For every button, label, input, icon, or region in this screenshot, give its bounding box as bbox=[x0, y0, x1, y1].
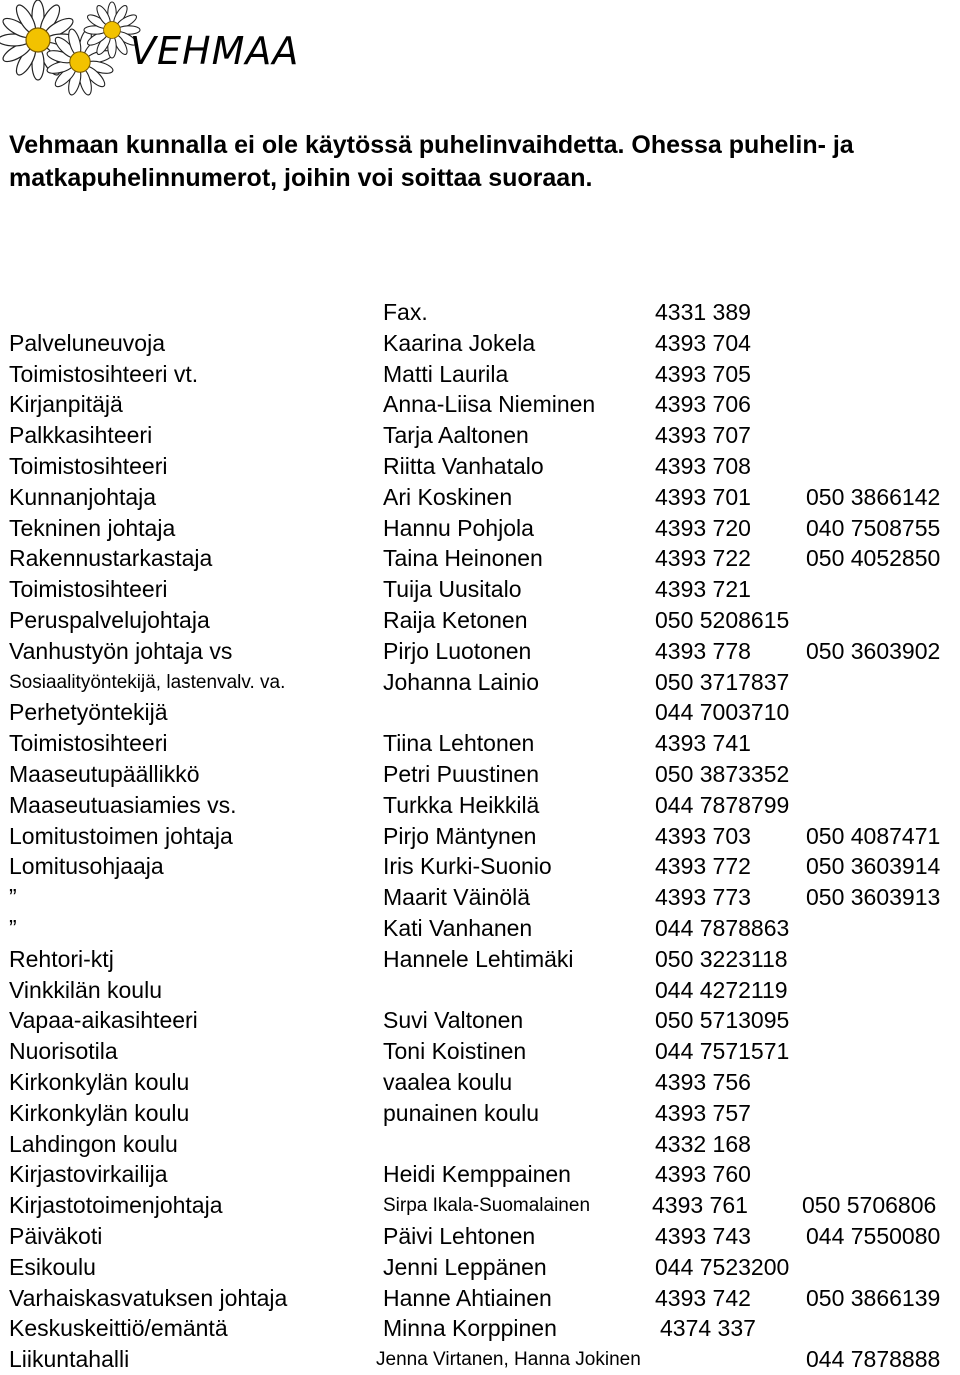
intro-line: Vehmaan kunnalla ei ole käytössä puhelinvaihdetta. Ohessa puhelin- ja bbox=[9, 131, 854, 159]
row-name: Ari Koskinen bbox=[383, 483, 513, 510]
row-name: Anna-Liisa Nieminen bbox=[383, 391, 596, 418]
row-name: Petri Puustinen bbox=[383, 761, 539, 787]
row-title: Keskuskeittiö/emäntä bbox=[9, 1315, 228, 1342]
row-name: Heidi Kemppainen bbox=[383, 1161, 571, 1188]
row-title: Kirkonkylän koulu bbox=[9, 1069, 190, 1095]
row-phone: 050 3223118 bbox=[655, 945, 788, 972]
row-name: Pirjo Mäntynen bbox=[383, 822, 537, 849]
row-name: Jenna Virtanen, Hanna Jokinen bbox=[376, 1349, 641, 1371]
directory-row bbox=[0, 297, 960, 328]
directory-row bbox=[0, 1313, 960, 1344]
row-title: Lahdingon koulu bbox=[9, 1130, 178, 1157]
row-title: ” bbox=[9, 884, 17, 911]
row-phone: 044 7003710 bbox=[655, 699, 790, 726]
directory-row bbox=[0, 389, 960, 420]
row-title: Esikoulu bbox=[9, 1253, 96, 1280]
row-title: Liikuntahalli bbox=[9, 1346, 130, 1373]
directory-row bbox=[0, 821, 960, 852]
directory-row bbox=[0, 1067, 960, 1098]
row-title: Kirkonkylän koulu bbox=[9, 1099, 190, 1126]
row-mobile: 044 7878888 bbox=[806, 1346, 941, 1373]
row-name: Taina Heinonen bbox=[383, 545, 543, 572]
row-phone: 4393 743 bbox=[655, 1223, 751, 1249]
row-phone: 050 3873352 bbox=[655, 761, 790, 787]
row-mobile: 050 3866139 bbox=[806, 1284, 941, 1311]
row-phone: 4332 168 bbox=[655, 1130, 751, 1157]
row-name: Turkka Heikkilä bbox=[383, 791, 540, 818]
row-title: Nuorisotila bbox=[9, 1038, 118, 1065]
row-name: Kaarina Jokela bbox=[383, 329, 536, 356]
row-title: Toimistosihteeri bbox=[9, 730, 168, 757]
row-phone: 4393 708 bbox=[655, 453, 751, 479]
row-title: Vapaa-aikasihteeri bbox=[9, 1007, 198, 1034]
directory-row bbox=[0, 851, 960, 882]
row-name: Päivi Lehtonen bbox=[383, 1223, 536, 1249]
row-phone: 4374 337 bbox=[660, 1315, 756, 1342]
row-mobile: 050 3603914 bbox=[806, 853, 941, 880]
row-name: Tarja Aaltonen bbox=[383, 422, 529, 449]
directory-row bbox=[0, 574, 960, 605]
row-name: Jenni Leppänen bbox=[383, 1253, 547, 1280]
directory-row bbox=[0, 790, 960, 821]
row-name: Hannu Pohjola bbox=[383, 514, 534, 541]
row-title: Perhetyöntekijä bbox=[9, 699, 168, 726]
row-phone: 4393 742 bbox=[655, 1284, 751, 1311]
row-name: Raija Ketonen bbox=[383, 607, 528, 633]
row-phone: 4393 704 bbox=[655, 329, 751, 356]
row-title: Palveluneuvoja bbox=[9, 329, 166, 356]
row-name: Toni Koistinen bbox=[383, 1038, 527, 1065]
directory-row bbox=[0, 1005, 960, 1036]
directory-row bbox=[0, 420, 960, 451]
directory-row bbox=[0, 1036, 960, 1067]
row-title: Lomitusohjaaja bbox=[9, 853, 164, 880]
directory-row bbox=[0, 944, 960, 975]
directory-row bbox=[0, 1129, 960, 1160]
directory-row bbox=[0, 482, 960, 513]
row-phone: 4393 741 bbox=[655, 730, 751, 757]
row-mobile: 050 4052850 bbox=[806, 545, 941, 572]
row-mobile: 050 3603902 bbox=[806, 637, 941, 664]
directory-row bbox=[0, 667, 960, 698]
row-phone: 4331 389 bbox=[655, 299, 751, 325]
row-mobile: 040 7508755 bbox=[806, 514, 941, 541]
row-phone: 4393 772 bbox=[655, 853, 751, 880]
row-name: punainen koulu bbox=[383, 1099, 540, 1126]
row-title: Päiväkoti bbox=[9, 1223, 103, 1249]
row-phone: 050 3717837 bbox=[655, 668, 790, 695]
row-name: Hannele Lehtimäki bbox=[383, 945, 574, 972]
row-phone: 4393 778 bbox=[655, 637, 751, 664]
directory-row bbox=[0, 636, 960, 667]
row-title: Kirjastotoimenjohtaja bbox=[9, 1192, 223, 1219]
row-name: Minna Korppinen bbox=[383, 1315, 557, 1342]
intro-paragraph bbox=[9, 129, 949, 195]
row-title: Lomitustoimen johtaja bbox=[9, 822, 233, 849]
row-name: Tiina Lehtonen bbox=[383, 730, 535, 757]
row-phone: 4393 721 bbox=[655, 576, 751, 603]
row-phone: 044 4272119 bbox=[655, 976, 788, 1003]
directory-row bbox=[0, 1252, 960, 1283]
directory-row bbox=[0, 1190, 960, 1221]
directory-row bbox=[0, 543, 960, 574]
directory-row bbox=[0, 513, 960, 544]
row-title: ” bbox=[9, 915, 17, 941]
row-title: Toimistosihteeri bbox=[9, 576, 168, 603]
row-phone: 044 7571571 bbox=[655, 1038, 790, 1065]
row-name: Matti Laurila bbox=[383, 360, 509, 387]
row-title: Sosiaalityöntekijä, lastenvalv. va. bbox=[9, 671, 286, 693]
row-name: Riitta Vanhatalo bbox=[383, 453, 544, 479]
intro-line: matkapuhelinnumerot, joihin voi soittaa suoraan. bbox=[9, 164, 593, 192]
row-phone: 050 5713095 bbox=[655, 1007, 790, 1034]
row-phone: 4393 706 bbox=[655, 391, 751, 418]
row-name: Pirjo Luotonen bbox=[383, 637, 532, 664]
row-title: Rakennustarkastaja bbox=[9, 545, 213, 572]
row-title: Maaseutuasiamies vs. bbox=[9, 791, 237, 818]
row-phone: 4393 760 bbox=[655, 1161, 751, 1188]
directory-row bbox=[0, 975, 960, 1006]
directory-row bbox=[0, 1098, 960, 1129]
row-title: Rehtori-ktj bbox=[9, 945, 114, 972]
directory-row bbox=[0, 451, 960, 482]
row-title: Varhaiskasvatuksen johtaja bbox=[9, 1284, 288, 1311]
row-phone: 4393 757 bbox=[655, 1099, 751, 1126]
row-name: Hanne Ahtiainen bbox=[383, 1284, 552, 1311]
directory-row bbox=[0, 1344, 960, 1375]
row-name: vaalea koulu bbox=[383, 1069, 513, 1095]
row-title: Palkkasihteeri bbox=[9, 422, 153, 449]
row-phone: 4393 701 bbox=[655, 483, 751, 510]
row-title: Kirjanpitäjä bbox=[9, 391, 123, 418]
directory-row bbox=[0, 328, 960, 359]
directory-row bbox=[0, 359, 960, 390]
vehmaa-logo bbox=[0, 0, 370, 100]
row-name: Maarit Väinölä bbox=[383, 884, 531, 911]
row-name: Iris Kurki-Suonio bbox=[383, 853, 552, 880]
row-name: Fax. bbox=[383, 299, 428, 325]
row-mobile: 050 5706806 bbox=[802, 1192, 937, 1219]
row-name: Suvi Valtonen bbox=[383, 1007, 524, 1034]
row-phone: 4393 773 bbox=[655, 884, 751, 911]
row-phone: 4393 756 bbox=[655, 1069, 751, 1095]
row-phone: 050 5208615 bbox=[655, 607, 790, 633]
directory-row bbox=[0, 1221, 960, 1252]
row-title: Vanhustyön johtaja vs bbox=[9, 637, 233, 664]
row-name: Sirpa Ikala-Suomalainen bbox=[383, 1195, 591, 1217]
row-name: Tuija Uusitalo bbox=[383, 576, 522, 603]
directory-row bbox=[0, 882, 960, 913]
directory-row bbox=[0, 1159, 960, 1190]
row-name: Johanna Lainio bbox=[383, 668, 540, 695]
row-mobile: 050 3866142 bbox=[806, 483, 941, 510]
row-mobile: 044 7550080 bbox=[806, 1223, 941, 1249]
row-title: Toimistosihteeri bbox=[9, 453, 168, 479]
row-title: Tekninen johtaja bbox=[9, 514, 176, 541]
row-mobile: 050 4087471 bbox=[806, 822, 941, 849]
logo-text: VEHMAA bbox=[130, 29, 300, 73]
row-name: Kati Vanhanen bbox=[383, 915, 533, 941]
row-title: Kirjastovirkailija bbox=[9, 1161, 168, 1188]
row-title: Toimistosihteeri vt. bbox=[9, 360, 199, 387]
directory-row bbox=[0, 728, 960, 759]
row-title: Maaseutupäällikkö bbox=[9, 761, 200, 787]
row-phone: 4393 707 bbox=[655, 422, 751, 449]
directory-row bbox=[0, 759, 960, 790]
row-phone: 4393 722 bbox=[655, 545, 751, 572]
row-phone: 4393 703 bbox=[655, 822, 751, 849]
directory-row bbox=[0, 697, 960, 728]
row-title: Peruspalvelujohtaja bbox=[9, 607, 210, 633]
row-phone: 4393 761 bbox=[652, 1192, 748, 1219]
row-phone: 044 7523200 bbox=[655, 1253, 790, 1280]
row-phone: 044 7878799 bbox=[655, 791, 790, 818]
row-phone: 4393 720 bbox=[655, 514, 751, 541]
row-title: Vinkkilän koulu bbox=[9, 976, 163, 1003]
row-mobile: 050 3603913 bbox=[806, 884, 941, 911]
row-phone: 044 7878863 bbox=[655, 915, 790, 941]
row-title: Kunnanjohtaja bbox=[9, 483, 157, 510]
row-phone: 4393 705 bbox=[655, 360, 751, 387]
directory-row bbox=[0, 605, 960, 636]
directory-row bbox=[0, 1283, 960, 1314]
directory-row bbox=[0, 913, 960, 944]
